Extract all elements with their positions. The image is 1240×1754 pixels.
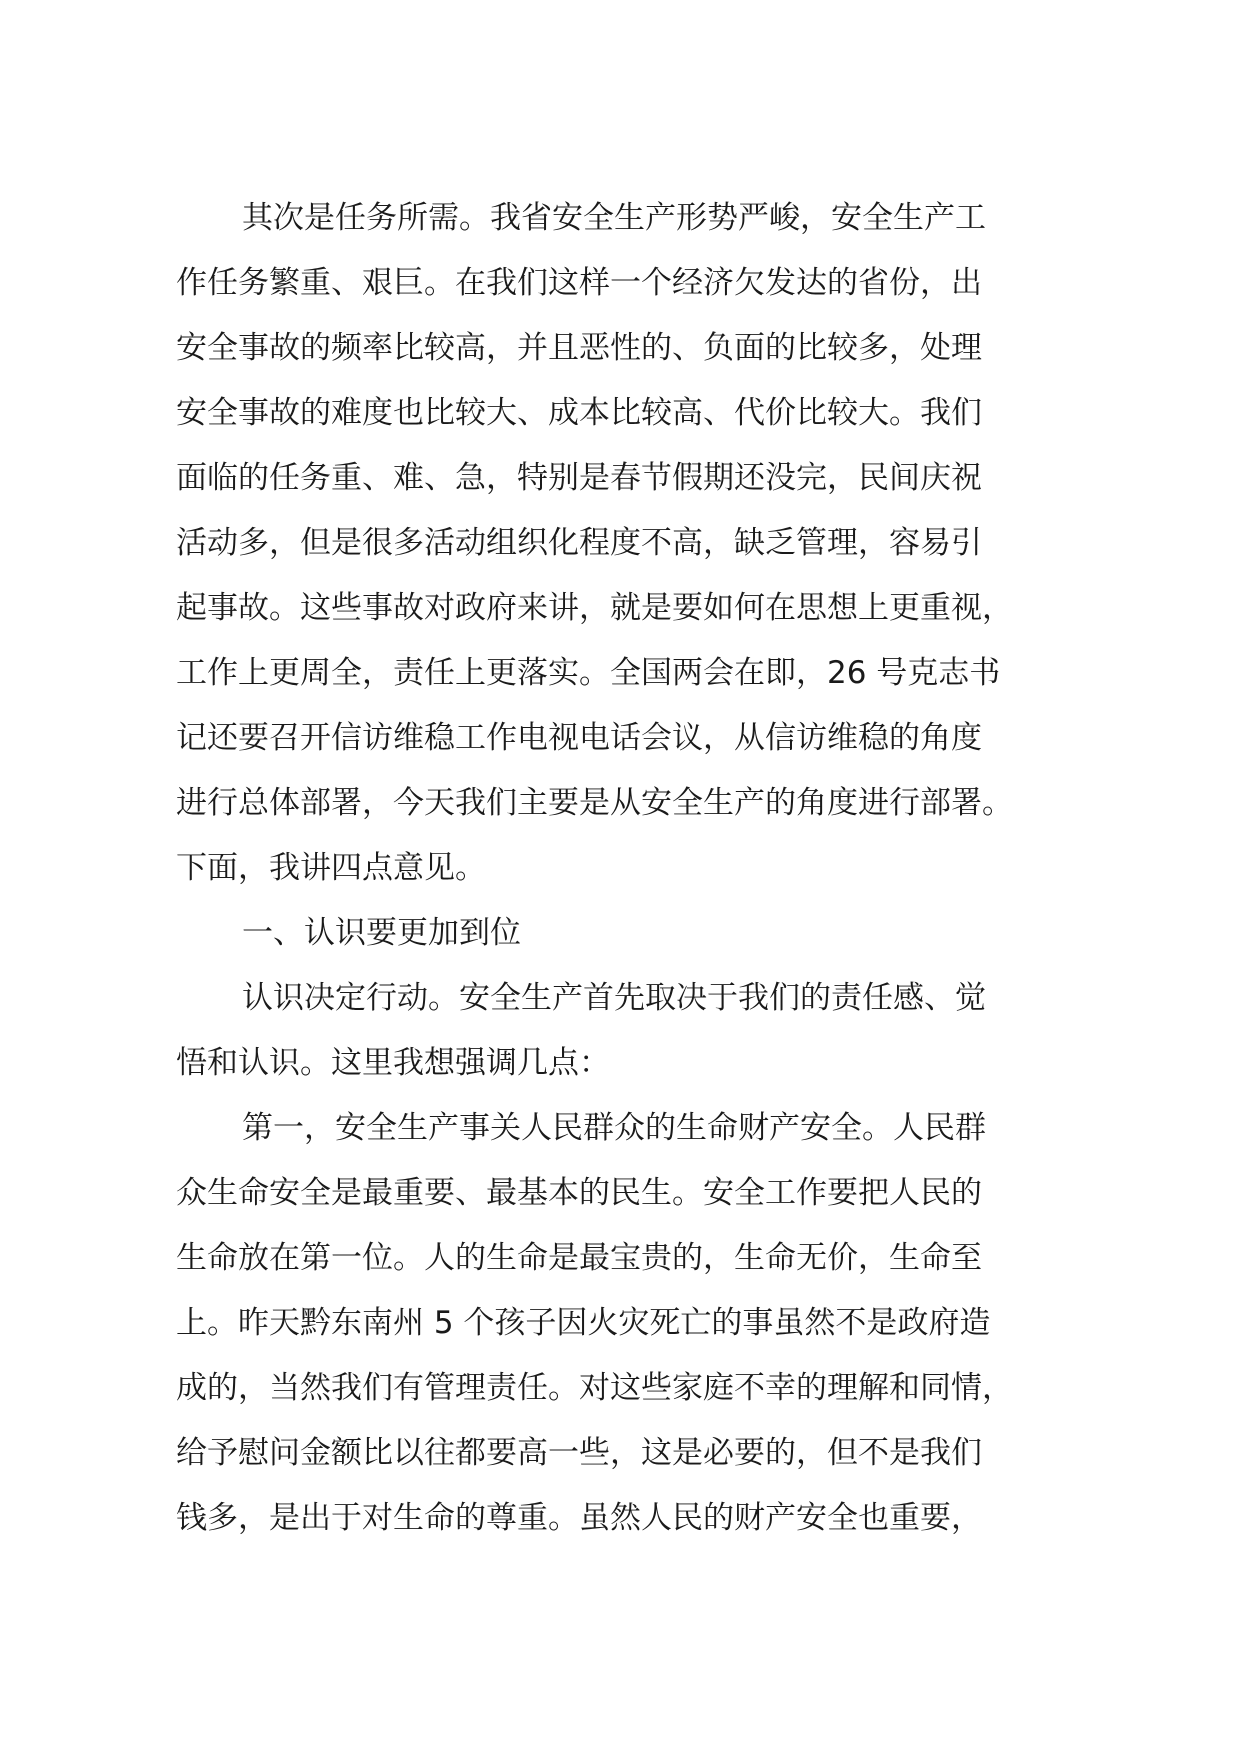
paragraph-line: 生命放在第一位。人的生命是最宝贵的，生命无价，生命至 [176, 1240, 982, 1276]
paragraph-line: 起事故。这些事故对政府来讲，就是要如何在思想上更重视， [176, 590, 1013, 626]
paragraph-line: 第一，安全生产事关人民群众的生命财产安全。人民群 [242, 1110, 986, 1146]
paragraph-line: 安全事故的频率比较高，并且恶性的、负面的比较多，处理 [176, 330, 982, 366]
paragraph-line: 作任务繁重、艰巨。在我们这样一个经济欠发达的省份，出 [176, 265, 982, 301]
paragraph-line: 进行总体部署，今天我们主要是从安全生产的角度进行部署。 [176, 785, 1013, 821]
paragraph-line: 给予慰问金额比以往都要高一些，这是必要的，但不是我们 [176, 1435, 982, 1471]
paragraph-line: 活动多，但是很多活动组织化程度不高，缺乏管理，容易引 [176, 525, 982, 561]
paragraph-line: 悟和认识。这里我想强调几点： [176, 1045, 610, 1081]
paragraph-line: 下面，我讲四点意见。 [176, 850, 486, 886]
paragraph-line: 安全事故的难度也比较大、成本比较高、代价比较大。我们 [176, 395, 982, 431]
paragraph-line: 工作上更周全，责任上更落实。全国两会在即，26 号克志书 [176, 655, 1001, 691]
document-body [176, 186, 1076, 1551]
paragraph-line: 认识决定行动。安全生产首先取决于我们的责任感、觉 [242, 980, 986, 1016]
paragraph-line: 其次是任务所需。我省安全生产形势严峻，安全生产工 [242, 200, 986, 236]
paragraph-line: 钱多，是出于对生命的尊重。虽然人民的财产安全也重要， [176, 1500, 982, 1536]
paragraph-line: 众生命安全是最重要、最基本的民生。安全工作要把人民的 [176, 1175, 982, 1211]
paragraph-line: 成的，当然我们有管理责任。对这些家庭不幸的理解和同情， [176, 1370, 1013, 1406]
paragraph-line: 记还要召开信访维稳工作电视电话会议，从信访维稳的角度 [176, 720, 982, 756]
section-heading: 一、认识要更加到位 [242, 915, 521, 951]
paragraph-line: 上。昨天黔东南州 5 个孩子因火灾死亡的事虽然不是政府造 [176, 1305, 991, 1341]
paragraph-line: 面临的任务重、难、急，特别是春节假期还没完，民间庆祝 [176, 460, 982, 496]
